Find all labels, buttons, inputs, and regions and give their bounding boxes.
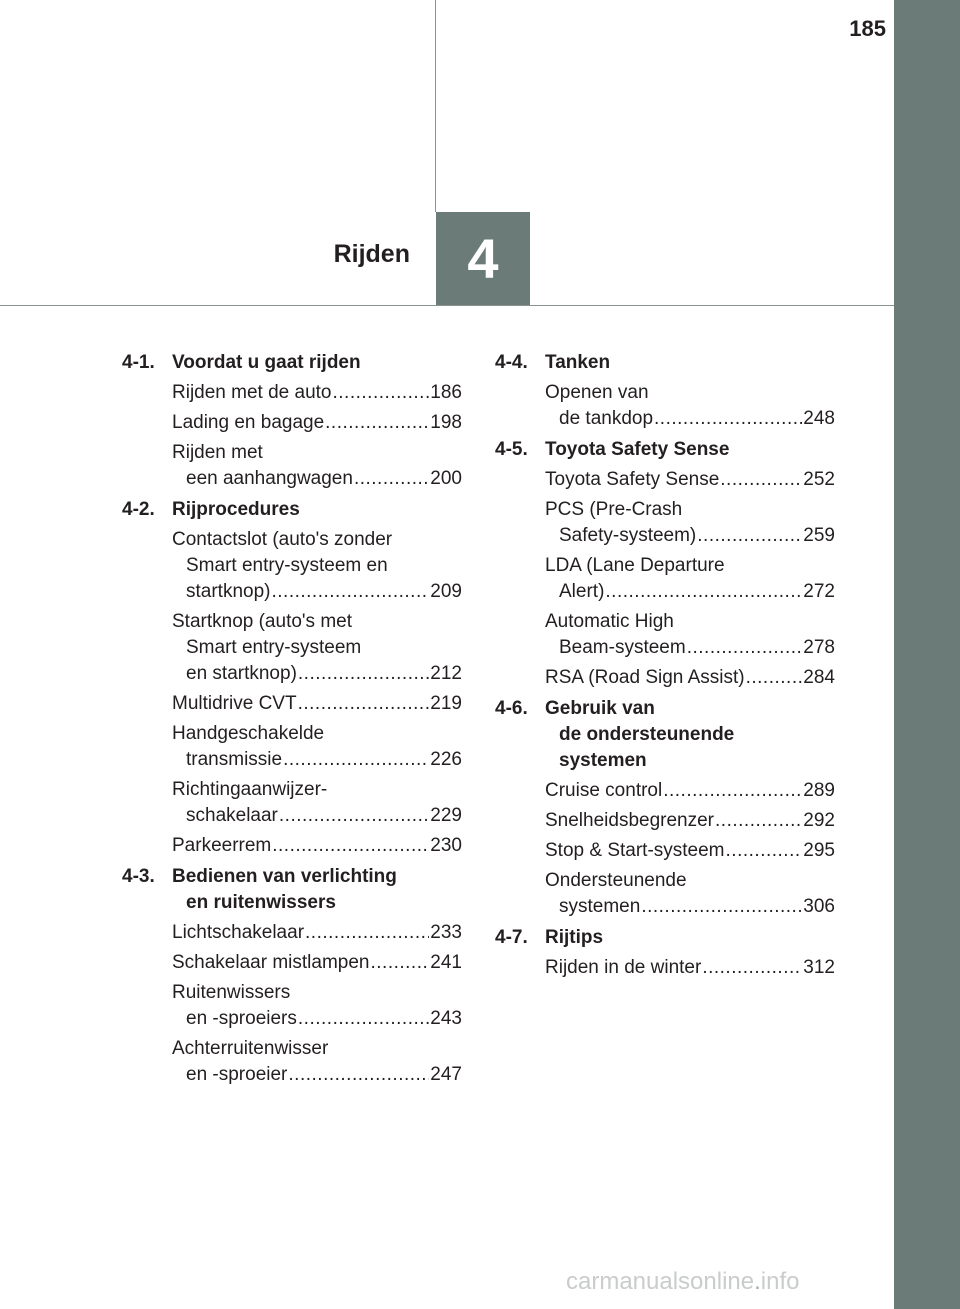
section-title-line: Toyota Safety Sense xyxy=(545,439,730,460)
dot-leader xyxy=(720,467,802,493)
toc-entry[interactable] xyxy=(545,665,835,691)
section-title-line: Rijprocedures xyxy=(172,499,300,520)
section-heading xyxy=(122,864,462,916)
entry-label-line: Openen van xyxy=(545,382,649,403)
toc-entry[interactable] xyxy=(172,777,462,829)
toc-column-right xyxy=(495,350,835,986)
entry-last-line xyxy=(172,833,462,859)
entry-last-line xyxy=(172,1062,462,1088)
entry-label-line: Smart entry-systeem en xyxy=(186,555,388,576)
toc-entry[interactable] xyxy=(545,553,835,605)
entry-page-number[interactable]: 186 xyxy=(430,382,462,403)
entry-page-number[interactable]: 209 xyxy=(430,581,462,602)
section-title xyxy=(172,864,462,916)
section-title xyxy=(545,350,835,376)
entry-label-line: PCS (Pre-Crash xyxy=(545,499,683,520)
section-title xyxy=(172,497,462,523)
dot-leader xyxy=(325,410,429,436)
entry-label-line: Lichtschakelaar xyxy=(172,922,305,943)
entry-label-line: Snelheidsbegrenzer xyxy=(545,810,715,831)
section-heading xyxy=(495,350,835,376)
entry-label-line: Rijden met xyxy=(172,442,263,463)
entry-last-line xyxy=(545,523,835,549)
entry-last-line xyxy=(172,661,462,687)
entry-page-number[interactable]: 229 xyxy=(430,805,462,826)
entry-last-line xyxy=(172,691,462,717)
dot-leader xyxy=(298,691,430,717)
page-number: 185 xyxy=(849,16,886,41)
toc-section xyxy=(495,925,835,981)
dot-leader xyxy=(279,803,429,829)
toc-section xyxy=(122,864,462,1088)
watermark: carmanualsonline.info xyxy=(566,1268,800,1295)
toc-entry[interactable] xyxy=(545,955,835,981)
entry-last-line xyxy=(172,950,462,976)
entry-label-line: Stop & Start-systeem xyxy=(545,840,725,861)
entry-page-number[interactable]: 230 xyxy=(430,835,462,856)
entry-page-number[interactable]: 289 xyxy=(803,780,835,801)
section-number: 4-1. xyxy=(122,352,155,373)
side-band xyxy=(894,0,960,1309)
dot-leader xyxy=(298,661,429,687)
entry-page-number[interactable]: 212 xyxy=(430,663,462,684)
entry-page-number[interactable]: 272 xyxy=(803,581,835,602)
dot-leader xyxy=(654,406,802,432)
toc-entry[interactable] xyxy=(545,868,835,920)
entry-label-line: de tankdop xyxy=(559,408,654,429)
entry-last-line xyxy=(545,579,835,605)
section-number: 4-5. xyxy=(495,439,528,460)
dot-leader xyxy=(370,950,429,976)
toc-entry[interactable] xyxy=(172,410,462,436)
entry-label-line: Achterruitenwisser xyxy=(172,1038,329,1059)
entry-last-line xyxy=(172,466,462,492)
divider-horizontal xyxy=(0,305,894,306)
section-title-line: en ruitenwissers xyxy=(186,892,336,913)
section-heading xyxy=(495,925,835,951)
entry-label-line: transmissie xyxy=(186,749,283,770)
entry-label-line: Ondersteunende xyxy=(545,870,687,891)
dot-leader xyxy=(715,808,802,834)
toc-entry[interactable] xyxy=(172,721,462,773)
section-title-line: de ondersteunende xyxy=(559,724,735,745)
entry-page-number[interactable]: 284 xyxy=(803,667,835,688)
entry-label-line: systemen xyxy=(559,896,641,917)
toc-entry[interactable] xyxy=(545,467,835,493)
entry-page-number[interactable]: 243 xyxy=(430,1008,462,1029)
section-number: 4-3. xyxy=(122,866,155,887)
dot-leader xyxy=(298,1006,429,1032)
entry-label-line: Beam-systeem xyxy=(559,637,686,658)
entry-label-line: Safety-systeem) xyxy=(559,525,697,546)
entry-label-line: Rijden in de winter xyxy=(545,957,702,978)
entry-last-line xyxy=(545,955,835,981)
dot-leader xyxy=(333,380,430,406)
dot-leader xyxy=(697,523,802,549)
divider-vertical xyxy=(435,0,436,212)
section-title-line: Voordat u gaat rijden xyxy=(172,352,361,373)
toc-column-left xyxy=(122,350,462,1093)
toc-entry[interactable] xyxy=(545,380,835,432)
entry-page-number[interactable]: 259 xyxy=(803,525,835,546)
entry-label-line: schakelaar xyxy=(186,805,278,826)
entry-label-line: Toyota Safety Sense xyxy=(545,469,720,490)
dot-leader xyxy=(288,1062,429,1088)
chapter-number-box xyxy=(436,212,530,305)
entry-label-line: Contactslot (auto's zonder xyxy=(172,529,393,550)
dot-leader xyxy=(283,747,429,773)
toc-section xyxy=(495,350,835,432)
entry-label-line: Smart entry-systeem xyxy=(186,637,362,658)
entry-label-line: RSA (Road Sign Assist) xyxy=(545,667,745,688)
entry-page-number[interactable]: 252 xyxy=(803,469,835,490)
section-number: 4-4. xyxy=(495,352,528,373)
entry-label-line: startknop) xyxy=(186,581,271,602)
entry-last-line xyxy=(172,380,462,406)
section-title-line: systemen xyxy=(559,750,647,771)
entry-page-number[interactable]: 226 xyxy=(430,749,462,770)
entry-last-line xyxy=(545,894,835,920)
entry-page-number[interactable]: 278 xyxy=(803,637,835,658)
toc-entry[interactable] xyxy=(172,609,462,687)
entry-label-line: Ruitenwissers xyxy=(172,982,291,1003)
chapter-title: Rijden xyxy=(333,240,410,268)
section-title xyxy=(172,350,462,376)
entry-label-line: een aanhangwagen xyxy=(186,468,353,489)
entry-page-number[interactable]: 292 xyxy=(803,810,835,831)
entry-label-line: Alert) xyxy=(559,581,605,602)
section-heading xyxy=(122,350,462,376)
toc-section xyxy=(495,437,835,691)
section-heading xyxy=(495,437,835,463)
entry-last-line xyxy=(172,410,462,436)
entry-label-line: Rijden met de auto xyxy=(172,382,332,403)
section-number: 4-6. xyxy=(495,698,528,719)
entry-label-line: Lading en bagage xyxy=(172,412,325,433)
section-title xyxy=(545,696,835,774)
entry-page-number[interactable]: 247 xyxy=(430,1064,462,1085)
entry-last-line xyxy=(545,665,835,691)
entry-last-line xyxy=(172,747,462,773)
entry-label-line: Richtingaanwijzer- xyxy=(172,779,328,800)
entry-last-line xyxy=(172,920,462,946)
entry-label-line: en -sproeiers xyxy=(186,1008,297,1029)
toc-entry[interactable] xyxy=(172,380,462,406)
entry-last-line xyxy=(172,1006,462,1032)
section-heading xyxy=(495,696,835,774)
entry-last-line xyxy=(545,778,835,804)
toc-section xyxy=(122,497,462,859)
toc-entry[interactable] xyxy=(172,950,462,976)
toc-entry[interactable] xyxy=(172,691,462,717)
section-title-line: Rijtips xyxy=(545,927,604,948)
entry-label-line: LDA (Lane Departure xyxy=(545,555,725,576)
dot-leader xyxy=(687,635,803,661)
toc-entry[interactable] xyxy=(172,527,462,605)
toc-entry[interactable] xyxy=(545,497,835,549)
entry-label-line: Automatic High xyxy=(545,611,674,632)
entry-last-line xyxy=(545,808,835,834)
entry-last-line xyxy=(172,579,462,605)
toc-entry[interactable] xyxy=(545,609,835,661)
entry-last-line xyxy=(545,635,835,661)
entry-page-number[interactable]: 248 xyxy=(803,408,835,429)
dot-leader xyxy=(305,920,429,946)
toc-entry[interactable] xyxy=(545,838,835,864)
entry-label-line: Parkeerrem xyxy=(172,835,272,856)
dot-leader xyxy=(702,955,802,981)
entry-page-number[interactable]: 219 xyxy=(430,693,462,714)
entry-page-number[interactable]: 312 xyxy=(803,957,835,978)
section-number: 4-2. xyxy=(122,499,155,520)
entry-page-number[interactable]: 295 xyxy=(803,840,835,861)
dot-leader xyxy=(272,833,429,859)
dot-leader xyxy=(605,579,802,605)
entry-last-line xyxy=(172,803,462,829)
toc-entry[interactable] xyxy=(545,808,835,834)
toc-entry[interactable] xyxy=(172,440,462,492)
dot-leader xyxy=(663,778,802,804)
chapter-number: 4 xyxy=(467,227,499,290)
entry-last-line xyxy=(545,406,835,432)
dot-leader xyxy=(726,838,803,864)
toc-entry[interactable] xyxy=(545,778,835,804)
dot-leader xyxy=(641,894,802,920)
entry-label-line: Startknop (auto's met xyxy=(172,611,352,632)
entry-page-number[interactable]: 241 xyxy=(430,952,462,973)
entry-last-line xyxy=(545,838,835,864)
section-title-line: Gebruik van xyxy=(545,698,655,719)
section-title-line: Tanken xyxy=(545,352,611,373)
entry-label-line: en -sproeier xyxy=(186,1064,288,1085)
entry-label-line: Schakelaar mistlampen xyxy=(172,952,370,973)
dot-leader xyxy=(354,466,429,492)
entry-label-line: Multidrive CVT xyxy=(172,693,297,714)
dot-leader xyxy=(746,665,803,691)
section-title xyxy=(545,437,835,463)
toc-entry[interactable] xyxy=(172,1036,462,1088)
section-number: 4-7. xyxy=(495,927,528,948)
section-title xyxy=(545,925,835,951)
toc-entry[interactable] xyxy=(172,920,462,946)
toc-section xyxy=(495,696,835,920)
entry-page-number[interactable]: 200 xyxy=(430,468,462,489)
toc-entry[interactable] xyxy=(172,980,462,1032)
entry-label-line: en startknop) xyxy=(186,663,297,684)
entry-page-number[interactable]: 198 xyxy=(430,412,462,433)
entry-page-number[interactable]: 233 xyxy=(430,922,462,943)
entry-label-line: Cruise control xyxy=(545,780,663,801)
section-heading xyxy=(122,497,462,523)
dot-leader xyxy=(271,579,429,605)
entry-label-line: Handgeschakelde xyxy=(172,723,325,744)
entry-last-line xyxy=(545,467,835,493)
toc-section xyxy=(122,350,462,492)
entry-page-number[interactable]: 306 xyxy=(803,896,835,917)
toc-entry[interactable] xyxy=(172,833,462,859)
section-title-line: Bedienen van verlichting xyxy=(172,866,397,887)
